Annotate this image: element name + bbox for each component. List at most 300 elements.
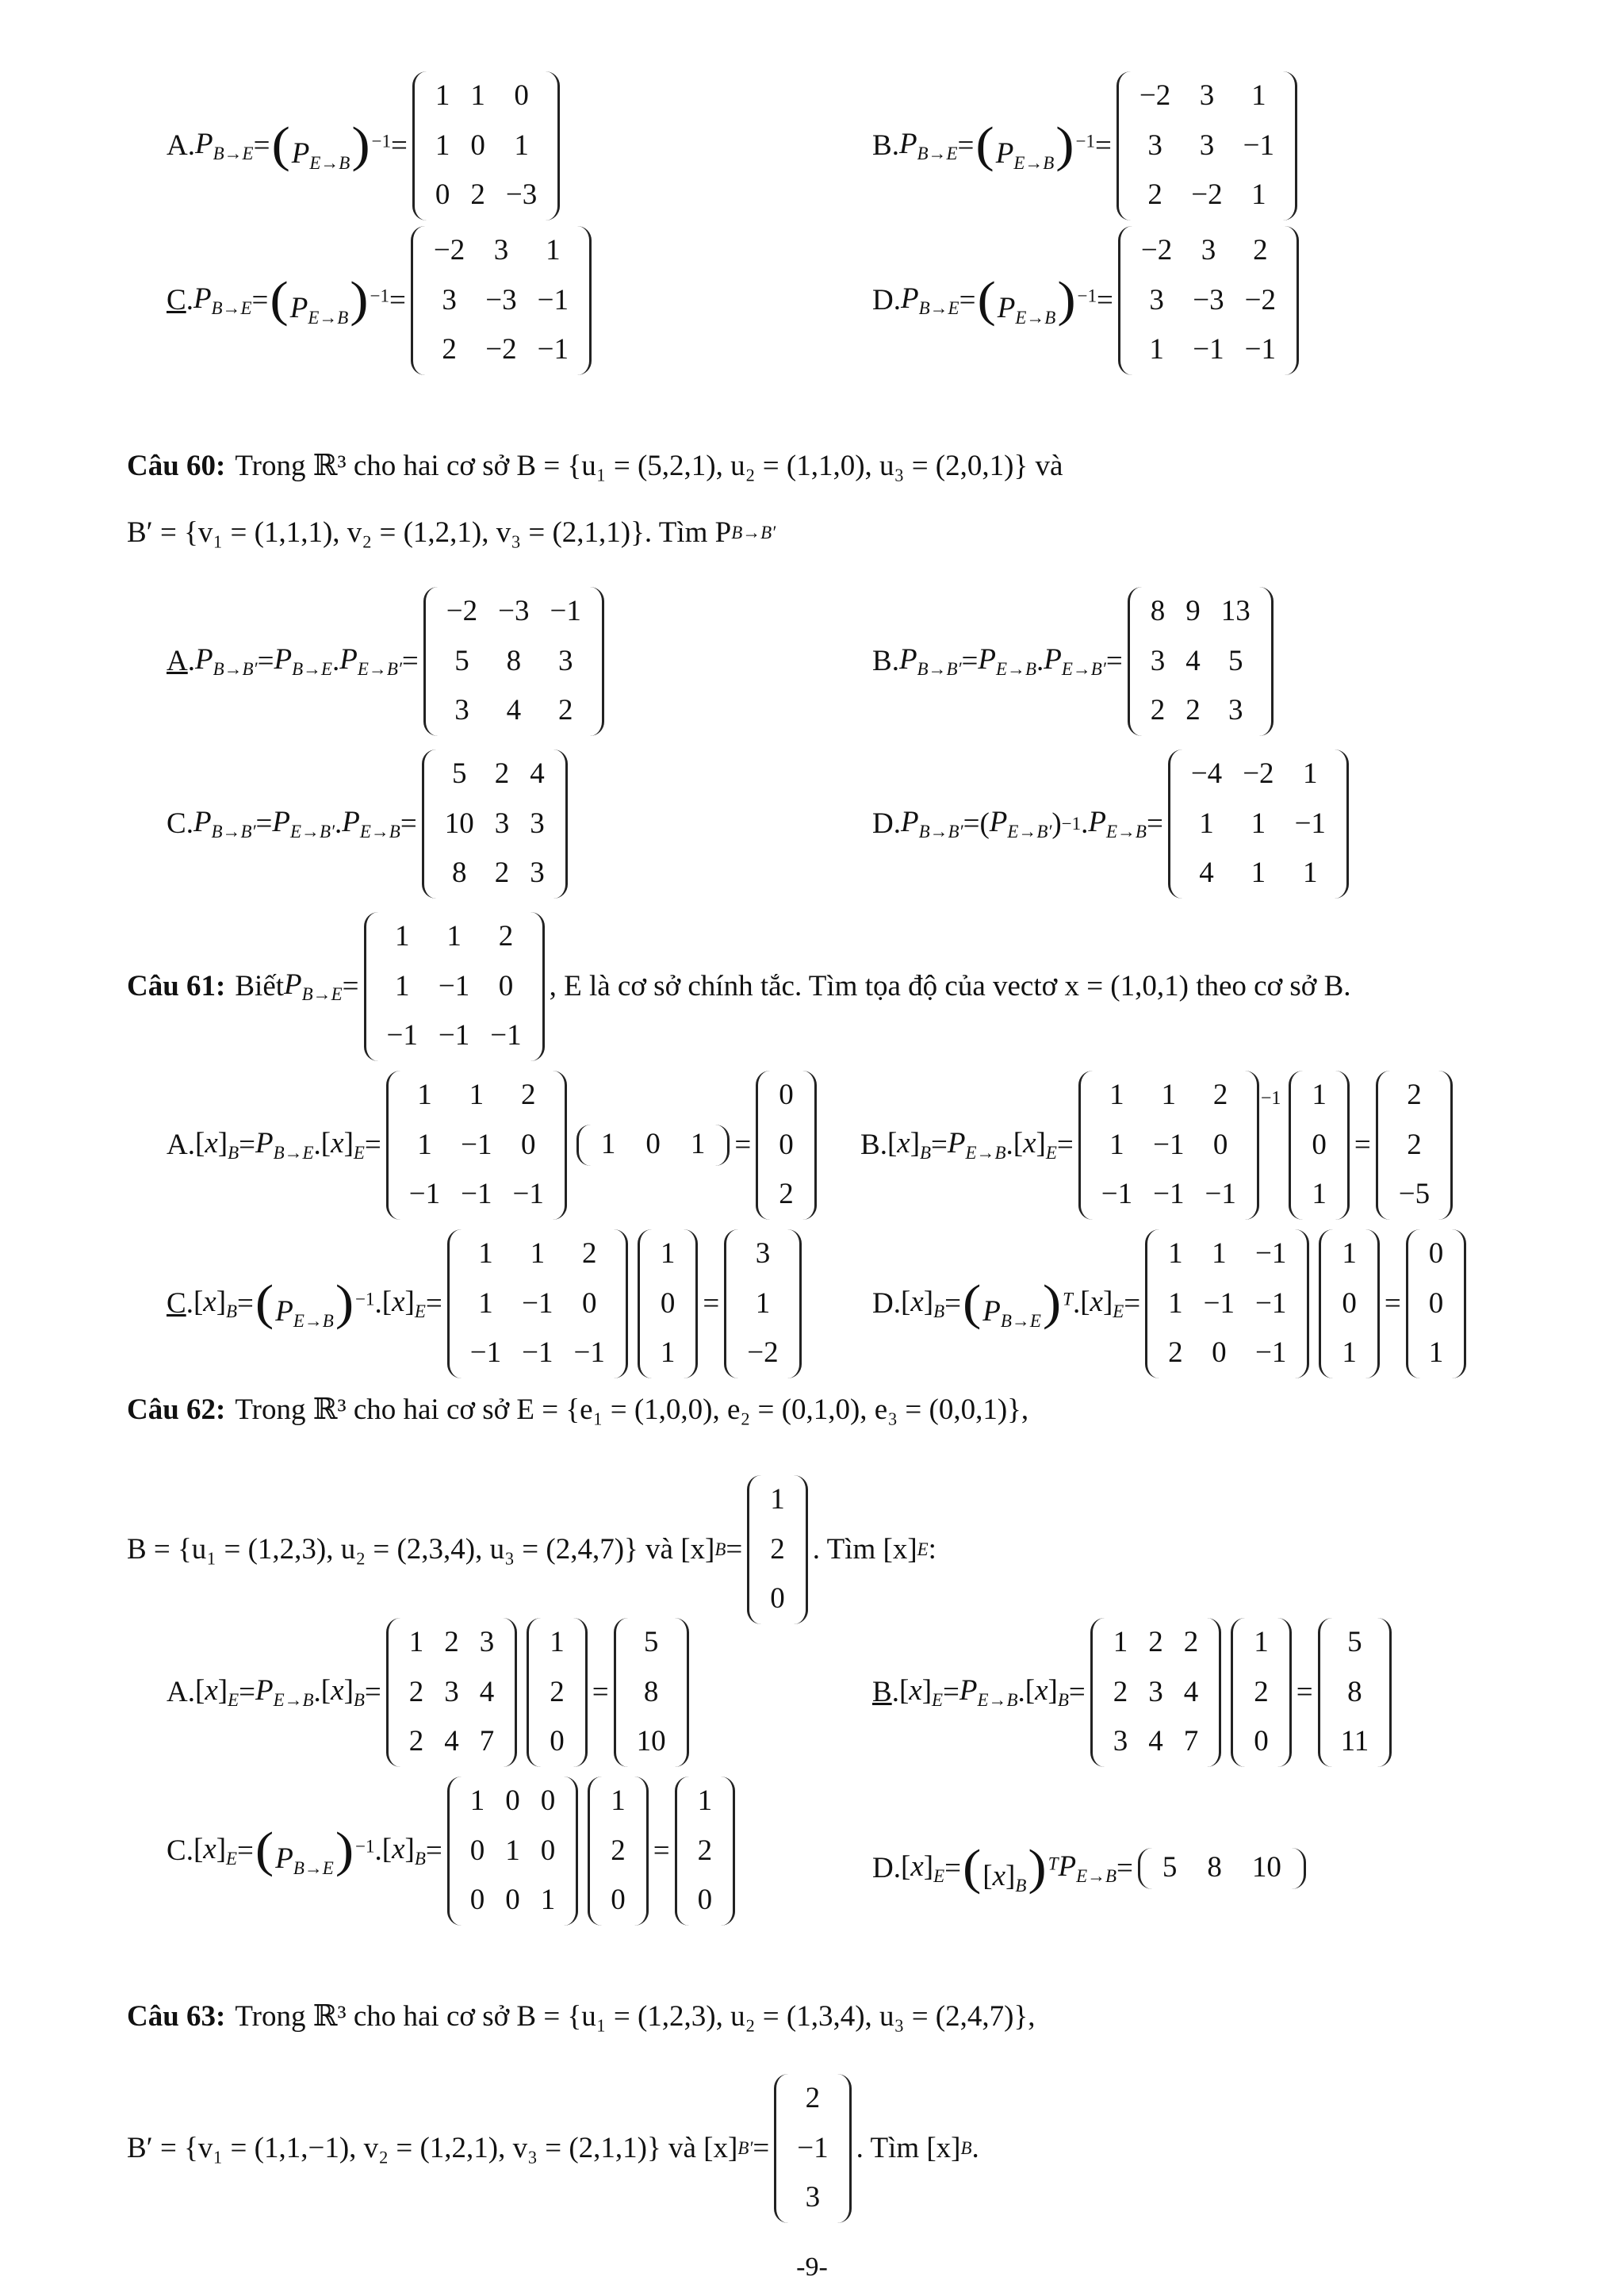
matrix-grid [381,912,528,1061]
dot: . [313,1129,321,1162]
P-symbol [997,292,1056,328]
matrix-cell: 10 [444,807,474,840]
paren-left [1128,587,1144,736]
P-symbol [978,642,1036,680]
q60-title: Câu 60: [127,449,226,482]
br: ] [216,1833,227,1866]
br: ] [404,1833,415,1866]
eq: = [653,1834,670,1868]
matrix-cell: −2 [1244,283,1277,316]
matrix-cell: −1 [1255,1336,1287,1370]
matrix-cell: 0 [660,1286,676,1320]
br: [ [887,1127,898,1160]
eq: = [1296,1676,1313,1709]
matrix-grid [1305,1071,1333,1220]
q63-line1 [127,1999,1035,2033]
matrix-cell: −2 [446,595,478,627]
matrix-cell: 1 [1342,1336,1357,1370]
matrix-cell: 0 [1342,1286,1357,1320]
matrix-cell: 1 [1109,1079,1124,1111]
matrix-cell: 13 [1220,595,1251,627]
matrix-cell: 1 [1251,807,1266,840]
matrix-cell: 4 [530,757,545,790]
matrix-cell: 0 [779,1128,794,1161]
matrix-cell: 1 [1199,807,1214,840]
matrix-cell: 1 [770,1483,785,1516]
matrix-cell: 11 [1340,1725,1369,1758]
subscript: B→E [293,1858,334,1879]
matrix-cell: 3 [805,2181,821,2214]
matrix-cell: 0 [514,79,529,112]
matrix-cell: 2 [494,757,510,790]
matrix-cell: 1 [530,1237,546,1270]
paren-left [1231,1618,1247,1767]
bracket-x [1013,1126,1057,1163]
option-label: A [167,645,188,678]
P-symbol [275,1295,334,1332]
paren: ) [1051,807,1062,841]
matrix-grid [630,1618,672,1767]
matrix-cell: 2 [1253,234,1268,266]
matrix-cell: 2 [611,1834,626,1867]
eq: = [237,1287,254,1320]
matrix-cell: 0 [540,1834,556,1867]
matrix-grid [772,1071,800,1220]
P-symbol [274,642,332,680]
paren: ( [271,117,290,173]
option-D [872,226,1304,375]
paren-right [718,1777,735,1926]
matrix-cell: −2 [1140,234,1173,266]
matrix-cell: 0 [1254,1725,1269,1758]
matrix-cell: 2 [442,333,457,366]
option-label: C [167,1834,186,1868]
matrix-cell: 1 [514,128,529,162]
subscript: E→B [293,1311,334,1332]
paren-left [774,2074,791,2223]
matrix-cell: 1 [611,1784,626,1817]
inverse-expr [270,117,391,174]
superscript: −1 [1075,131,1095,151]
paren-left [1145,1229,1162,1378]
x: x [205,1127,218,1160]
subscript: B [714,1539,726,1559]
matrix-cell: 4 [444,1725,459,1758]
matrix-grid [543,1618,571,1767]
matrix-grid [439,749,551,899]
matrix [423,587,604,736]
eq: = [734,1129,752,1162]
matrix-cell: 5 [1228,644,1243,677]
matrix-cell: −1 [469,1336,502,1370]
subscript: E [228,1690,239,1711]
matrix-cell: 1 [435,128,450,162]
matrix-cell: 1 [660,1237,676,1270]
matrix-cell: 1 [1168,1237,1183,1270]
P-letter: P [995,137,1014,171]
q60-line1 [127,448,1063,483]
subscript: B→B′ [211,822,256,842]
matrix-grid [403,1071,550,1220]
matrix-cell: 2 [1185,694,1201,727]
matrix-cell: 0 [469,1884,485,1917]
paren: ( [255,1275,274,1331]
eq: = [944,1852,961,1884]
q61-option-B [860,1071,1457,1220]
P-letter: P [997,292,1016,325]
subscript: B [414,1849,426,1869]
br: ] [1036,1127,1046,1160]
paren-left [423,587,440,736]
P-symbol [193,805,256,842]
dot: . [1005,1129,1013,1162]
P-symbol [901,805,963,842]
paren-left [447,1777,464,1926]
br: [ [193,1286,204,1319]
paren-left [412,71,429,220]
br: [ [194,1127,205,1160]
row-vector [1138,1848,1306,1889]
matrix-cell: −1 [438,1019,470,1052]
eq: = [239,1676,255,1709]
paren-left [411,226,427,375]
P-symbol [1058,1849,1116,1887]
subscript: E→B [1013,153,1055,174]
P-symbol [342,805,400,842]
matrix-cell: 1 [478,1237,493,1270]
matrix-cell: 1 [1251,79,1266,112]
inverse-expr [254,1275,375,1332]
P-letter: P [255,1127,274,1160]
column-vector [1376,1071,1453,1220]
q60-option-A [167,587,609,736]
eq: = [401,645,419,678]
paren-right [1275,1618,1292,1767]
subscript: B [960,2137,972,2158]
paren-left [422,749,439,899]
matrix-cell: −1 [1193,333,1224,366]
P-letter: P [1058,1850,1077,1883]
paren-left [614,1618,630,1767]
q61-line [127,912,1351,1061]
bracket-x [321,1673,365,1711]
superscript: −1 [355,1289,375,1309]
inverse-expr [254,1823,375,1879]
matrix-cell: −1 [1153,1128,1185,1161]
P-letter: P [291,137,310,171]
column-vector [588,1777,649,1926]
eq: = [425,1287,442,1320]
subscript: E→B′ [357,659,402,680]
matrix-cell: −1 [522,1336,553,1370]
matrix-cell: 8 [1347,1675,1362,1708]
eq: = [1116,1852,1133,1884]
matrix-grid [604,1777,632,1926]
matrix-cell: 1 [690,1127,706,1160]
paren: ) [350,272,369,328]
dot: . [374,1834,382,1868]
paren: ) [1055,117,1074,173]
option-label: D [872,284,894,317]
eq: = [1146,807,1163,841]
subscript: B→B′ [918,822,963,842]
paren: ( [979,807,990,841]
column-vector [756,1071,817,1220]
option-label: A [167,1129,188,1162]
paren-right [1293,1229,1309,1378]
q60-option-B [872,587,1278,736]
eq: = [957,129,975,163]
subscript: B→E [292,659,333,680]
matrix-grid [1133,71,1281,220]
column-vector [1319,1229,1380,1378]
superscript: −1 [371,131,392,151]
q60-line2 [127,516,776,550]
paren-right [681,1229,698,1378]
paren-left [576,1125,593,1166]
option-label: C [167,807,186,841]
superscript: −1 [1061,813,1082,834]
matrix-cell: 5 [451,757,467,790]
q62-text2: B = {u₁ = (1,2,3), u₂ = (2,3,4), u₃ = (2,4,7)} và [x] [127,1533,715,1566]
matrix-grid [1144,587,1257,736]
subscript: B [353,1690,365,1711]
P-letter: P [342,806,360,839]
paren: ( [962,1275,982,1331]
option-label: B [872,645,892,678]
eq: = [592,1676,609,1709]
dot: . [186,1834,193,1868]
matrix-cell: 3 [444,1675,459,1708]
paren-right [611,1229,628,1378]
subscript: E→B [1105,822,1147,842]
br: [ [381,1286,393,1319]
eq: = [1384,1287,1401,1320]
matrix-cell: 1 [394,969,410,1002]
br: [ [1013,1127,1024,1160]
br: ] [1005,1860,1016,1892]
q61-title: Câu 61: [127,970,226,1003]
P-symbol [948,1126,1006,1163]
row-vector [576,1125,730,1166]
dot: . [891,129,899,163]
matrix-cell: −1 [797,2131,829,2164]
paren-left [364,912,381,1061]
option-label: D [872,1287,894,1320]
matrix-cell: 2 [1407,1128,1422,1161]
dot: . [893,284,901,317]
paren: ) [1042,1275,1062,1331]
paren: ) [351,117,370,173]
paren-right [1281,71,1297,220]
br: [ [320,1127,331,1160]
inverse-expr [268,272,389,328]
q62-tail: . Tìm [x] [812,1533,917,1566]
eq: = [391,129,408,163]
matrix-grid [1162,1229,1293,1378]
matrix-cell: −1 [490,1019,522,1052]
matrix-cell: −1 [386,1019,418,1052]
subscript: B→E [213,144,254,164]
q61-option-A [167,1071,822,1220]
matrix-cell: −5 [1398,1178,1431,1211]
subscript: E→B [359,822,400,842]
paren-left [747,1475,764,1624]
br: ] [923,1850,934,1883]
option-label: B [872,1676,892,1709]
paren-left [1116,71,1133,220]
superscript: −1 [1077,286,1097,306]
matrix-cell: 0 [1428,1286,1444,1320]
P-symbol [982,1295,1041,1332]
matrix [386,1071,567,1220]
subscript: E [933,1866,945,1887]
P-symbol [995,137,1055,174]
matrix-cell: −3 [505,178,538,212]
matrix-cell: 2 [1113,1675,1128,1708]
matrix-grid [427,226,575,375]
paren-left [1168,749,1185,899]
P-letter: P [898,128,917,161]
br: ] [921,1674,933,1708]
matrix-cell: 1 [697,1784,713,1817]
matrix [364,912,545,1061]
br: ] [217,1674,228,1708]
matrix-cell: 4 [506,694,522,727]
matrix-cell: 1 [1251,857,1266,890]
q62-text: Trong ℝ³ cho hai cơ sở E = {e₁ = (1,0,0), e₂ = (0,1,0), e₃ = (0,0,1)}, [235,1393,1029,1426]
subscript: B [1015,1876,1027,1896]
option-label: D [872,807,894,841]
q61-lead: Biết [235,970,285,1003]
P-letter: P [982,1295,1001,1328]
matrix-cell: 2 [520,1079,536,1111]
matrix-cell: 3 [454,694,469,727]
matrix-cell: 0 [435,178,450,212]
dot: . [1036,645,1044,678]
bracket-x [382,1832,426,1869]
subscript: E→B [977,1690,1018,1711]
matrix-cell: 0 [1212,1336,1227,1370]
dot: . [1081,807,1089,841]
subscript: E→B [965,1143,1006,1163]
matrix [386,1618,518,1767]
matrix [1145,1229,1309,1378]
eq: = [251,284,269,317]
matrix-cell: −1 [1203,1286,1235,1320]
paren-right [528,912,545,1061]
matrix-cell: 4 [1185,644,1201,677]
matrix-cell: 10 [1251,1850,1281,1884]
matrix-cell: 1 [546,234,561,266]
dot: . [891,645,899,678]
matrix-cell: 4 [1148,1725,1163,1758]
matrix-cell: 8 [643,1675,659,1708]
matrix-cell: −1 [1153,1178,1185,1211]
subscript: B→E [211,298,252,319]
subscript: B [933,1301,945,1322]
paren-right [713,1125,730,1166]
P-letter: P [255,1674,274,1708]
paren-left [1289,1071,1305,1220]
matrix-cell: 5 [643,1626,659,1658]
P-letter: P [272,806,291,839]
q63-title: Câu 63: [127,1999,226,2033]
matrix-cell: 1 [417,1079,432,1111]
x: x [1035,1674,1048,1708]
P-symbol [339,642,402,680]
P-symbol [284,968,343,1005]
matrix-cell: 3 [1149,283,1164,316]
q60-text2: B′ = {v₁ = (1,1,1), v₂ = (1,2,1), v₃ = (2,1,1)}. Tìm P [127,516,732,549]
paren-right [672,1618,689,1767]
eq: = [963,807,980,841]
eq: = [1068,1676,1086,1709]
dot: . [1017,1676,1025,1709]
matrix-cell: 3 [1113,1725,1128,1758]
matrix-cell: 8 [506,644,522,677]
superscript: −1 [1260,1088,1281,1110]
matrix-cell: 1 [408,1626,424,1658]
matrix-cell: 3 [1150,644,1166,677]
matrix-cell: −1 [1205,1178,1236,1211]
matrix-cell: 1 [1312,1079,1327,1111]
subscript: B→B′ [731,522,776,542]
matrix-cell: 2 [408,1675,424,1708]
paren: ( [975,117,994,173]
br: [ [381,1833,393,1866]
matrix-cell: −1 [408,1178,441,1211]
dot: . [332,645,340,678]
P-symbol [1088,805,1147,842]
paren-left [675,1777,691,1926]
option-A [167,71,565,220]
option-B [872,71,1302,220]
subscript: B→E [273,1143,314,1163]
paren-right [550,1071,567,1220]
matrix-grid [791,2074,834,2223]
matrix-cell: 2 [1254,1675,1269,1708]
x: x [331,1127,344,1160]
eq: = [753,2132,770,2165]
P-symbol [255,1126,314,1163]
matrix-cell: 1 [469,1784,485,1817]
subscript: E [414,1301,426,1322]
q60-option-C [167,749,573,899]
paren-left [1319,1229,1335,1378]
column-vector [1231,1618,1292,1767]
eq: = [1097,284,1113,317]
paren-right [561,1777,578,1926]
matrix-cell: −1 [1101,1178,1133,1211]
paren-right [1333,1071,1350,1220]
paren-left [386,1618,403,1767]
x: x [992,1860,1006,1892]
eq: = [253,129,270,163]
bracket-x [382,1285,426,1322]
br: [ [898,1674,910,1708]
column-vector [724,1229,801,1378]
matrix-cell: 0 [469,1834,485,1867]
paren-right [571,1618,588,1767]
eq: = [1124,1287,1141,1320]
matrix-cell: −1 [1255,1286,1287,1320]
eq: = [364,1676,381,1709]
eq: = [943,1676,959,1709]
paren-left [447,1229,464,1378]
matrix-grid [464,1229,611,1378]
matrix-grid [764,1475,791,1624]
